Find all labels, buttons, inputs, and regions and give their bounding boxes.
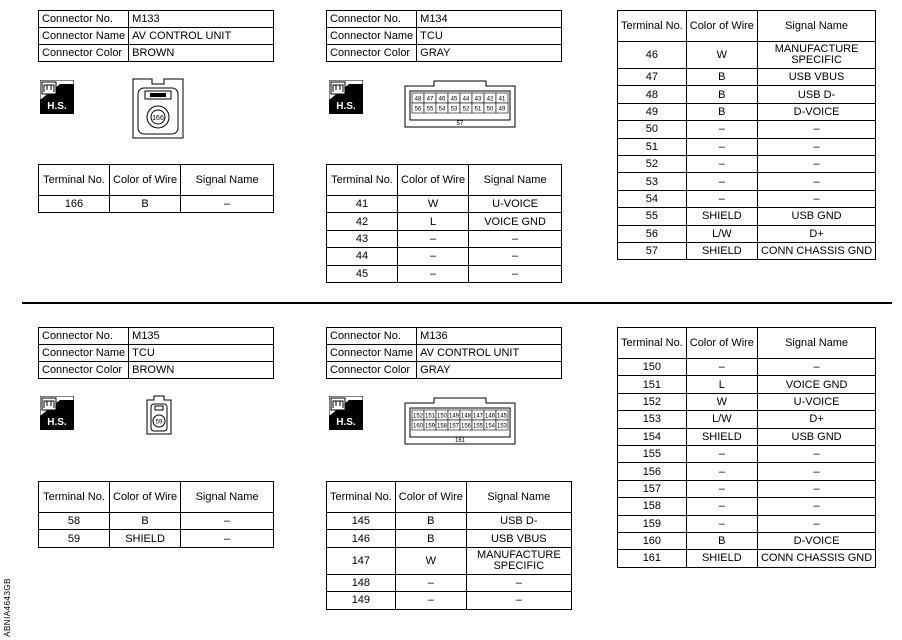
table-row xyxy=(327,513,572,530)
table-row xyxy=(327,248,562,265)
terminal-no-cell: 46 xyxy=(618,42,687,69)
wire-color-cell: W xyxy=(686,42,757,69)
wire-color-cell: SHIELD xyxy=(686,550,757,567)
signal-name-cell: USB GND xyxy=(757,208,875,225)
table-row xyxy=(618,393,876,410)
wire-color-cell: – xyxy=(686,138,757,155)
signal-name-cell: – xyxy=(757,498,875,515)
pin-label: 44 xyxy=(462,96,470,103)
signal-name-cell: D-VOICE xyxy=(757,532,875,549)
pin-label: 43 xyxy=(474,96,482,103)
pin-label: 48 xyxy=(414,96,422,103)
pin-label: 42 xyxy=(486,96,494,103)
signal-name-cell: – xyxy=(757,155,875,172)
signal-name-cell: U-VOICE xyxy=(469,196,562,213)
signal-name-cell: – xyxy=(757,138,875,155)
wire-color-cell: SHIELD xyxy=(686,208,757,225)
signal-name-cell: USB GND xyxy=(757,428,875,445)
terminal-no-cell: 53 xyxy=(618,173,687,190)
wire-color-cell: B xyxy=(686,86,757,103)
terminal-no-cell: 156 xyxy=(618,463,687,480)
pin-label: 52 xyxy=(462,106,470,113)
table-row xyxy=(327,230,562,247)
terminal-no-cell: 57 xyxy=(618,242,687,259)
signal-name-cell: – xyxy=(466,574,571,591)
terminal-no-cell: 160 xyxy=(618,532,687,549)
signal-name-cell: D-VOICE xyxy=(757,103,875,120)
table-row xyxy=(327,547,572,574)
harness-side-icon xyxy=(329,80,363,114)
pin-label: 151 xyxy=(424,413,436,420)
wire-color-cell: L/W xyxy=(686,411,757,428)
wire-color-cell: L xyxy=(398,213,469,230)
signal-name-cell: D+ xyxy=(757,411,875,428)
signal-name-cell: – xyxy=(181,530,274,547)
terminal-no-cell: 41 xyxy=(327,196,398,213)
signal-name-cell: USB VBUS xyxy=(757,69,875,86)
svg-text:H.S.: H.S. xyxy=(47,101,67,112)
connector-info-m134: Connector No. M134 Connector Name TCU Connector Color GRAY xyxy=(326,10,562,62)
pin-label: 146 xyxy=(484,413,496,420)
table-row xyxy=(39,513,274,530)
wire-color-cell: W xyxy=(398,196,469,213)
terminal-no-cell: 56 xyxy=(618,225,687,242)
terminal-no-cell: 52 xyxy=(618,155,687,172)
terminal-table-m136-cont: Terminal No. Color of Wire Signal Name 150 – – 151 L VOICE GND 152 W U-VOICE 153 L/W D+ 154 SHIELD USB GND 155 – – 156 – – 157 – – 158 – – 159 – – 160 B D-VOICE 161 SHIELD CONN CHASSIS GND xyxy=(617,327,876,568)
signal-name-cell: – xyxy=(757,190,875,207)
pin-label: 46 xyxy=(438,96,446,103)
wire-color-cell: – xyxy=(395,592,466,609)
wire-color-cell: L xyxy=(686,376,757,393)
terminal-no-cell: 155 xyxy=(618,445,687,462)
table-row xyxy=(618,515,876,532)
signal-name-cell: CONN CHASSIS GND xyxy=(757,242,875,259)
table-row xyxy=(618,376,876,393)
wire-color-cell: – xyxy=(686,173,757,190)
wire-color-cell: – xyxy=(686,445,757,462)
terminal-table-m133: Terminal No. Color of Wire Signal Name 166 B – xyxy=(38,164,274,213)
terminal-no-cell: 59 xyxy=(39,530,110,547)
table-row xyxy=(618,103,876,120)
table-row xyxy=(618,550,876,567)
table-row xyxy=(39,530,274,547)
pin-label: 150 xyxy=(436,413,448,420)
signal-name-cell: MANUFACTURE SPECIFIC xyxy=(757,42,875,69)
connector-diagram-m135 xyxy=(146,395,172,440)
terminal-no-cell: 51 xyxy=(618,138,687,155)
wire-color-cell: SHIELD xyxy=(686,428,757,445)
wire-color-cell: – xyxy=(686,359,757,376)
terminal-no-cell: 147 xyxy=(327,547,396,574)
terminal-no-cell: 55 xyxy=(618,208,687,225)
table-row xyxy=(618,69,876,86)
table-row xyxy=(327,592,572,609)
table-row xyxy=(618,225,876,242)
pin-label: 56 xyxy=(414,106,422,113)
pin-label: 50 xyxy=(486,106,494,113)
terminal-table-m134-cont: Terminal No. Color of Wire Signal Name 46 W MANUFACTURE SPECIFIC 47 B USB VBUS 48 B USB D- 49 B D-VOICE 50 – – 51 – – 52 – – 53 – – 54 – – 55 SHIELD USB GND 56 L/W D+ 57 SHIELD CONN CHASSIS GND xyxy=(617,10,876,260)
harness-side-icon xyxy=(329,396,363,430)
table-row xyxy=(327,530,572,547)
harness-side-icon xyxy=(40,396,74,430)
terminal-no-cell: 157 xyxy=(618,480,687,497)
signal-name-cell: – xyxy=(757,463,875,480)
terminal-no-cell: 49 xyxy=(618,103,687,120)
terminal-no-cell: 45 xyxy=(327,265,398,282)
pin-label: 51 xyxy=(474,106,482,113)
signal-name-cell: CONN CHASSIS GND xyxy=(757,550,875,567)
pin-label: 166 xyxy=(152,115,164,122)
wire-color-cell: – xyxy=(686,121,757,138)
wire-color-cell: B xyxy=(395,513,466,530)
table-row xyxy=(618,445,876,462)
wire-color-cell: B xyxy=(686,69,757,86)
wire-color-cell: L/W xyxy=(686,225,757,242)
signal-name-cell: USB VBUS xyxy=(466,530,571,547)
table-row xyxy=(618,532,876,549)
terminal-no-cell: 159 xyxy=(618,515,687,532)
terminal-no-cell: 158 xyxy=(618,498,687,515)
wire-color-cell: – xyxy=(686,498,757,515)
pin-label: 161 xyxy=(454,438,466,444)
signal-name-cell: MANUFACTURE SPECIFIC xyxy=(466,547,571,574)
table-row xyxy=(618,86,876,103)
pin-label: 160 xyxy=(412,423,424,430)
table-row xyxy=(327,213,562,230)
terminal-no-cell: 161 xyxy=(618,550,687,567)
wire-color-cell: – xyxy=(398,265,469,282)
svg-text:H.S.: H.S. xyxy=(336,417,356,428)
signal-name-cell: VOICE GND xyxy=(469,213,562,230)
signal-name-cell: USB D- xyxy=(466,513,571,530)
terminal-no-cell: 149 xyxy=(327,592,396,609)
connector-info-m136: Connector No. M136 Connector Name AV CONTROL UNIT Connector Color GRAY xyxy=(326,327,562,379)
terminal-no-cell: 47 xyxy=(618,69,687,86)
pin-label: 53 xyxy=(450,106,458,113)
wire-color-cell: – xyxy=(686,463,757,480)
table-row xyxy=(618,42,876,69)
wire-color-cell: B xyxy=(110,513,181,530)
svg-text:H.S.: H.S. xyxy=(336,101,356,112)
signal-name-cell: – xyxy=(469,230,562,247)
signal-name-cell: – xyxy=(757,515,875,532)
terminal-table-m134: Terminal No. Color of Wire Signal Name 41 W U-VOICE 42 L VOICE GND 43 – – 44 – – 45 – – xyxy=(326,164,562,283)
terminal-no-cell: 43 xyxy=(327,230,398,247)
signal-name-cell: VOICE GND xyxy=(757,376,875,393)
signal-name-cell: – xyxy=(469,248,562,265)
wire-color-cell: – xyxy=(686,480,757,497)
signal-name-cell: – xyxy=(757,359,875,376)
pin-label: 156 xyxy=(460,423,472,430)
terminal-no-cell: 150 xyxy=(618,359,687,376)
table-row xyxy=(618,155,876,172)
signal-name-cell: – xyxy=(757,121,875,138)
pin-label: 147 xyxy=(472,413,484,420)
pin-label: 153 xyxy=(496,423,508,430)
harness-side-icon xyxy=(40,80,74,114)
terminal-no-cell: 154 xyxy=(618,428,687,445)
signal-name-cell: D+ xyxy=(757,225,875,242)
wire-color-cell: B xyxy=(686,532,757,549)
table-row: 166 B – xyxy=(39,196,274,213)
table-row xyxy=(618,498,876,515)
pin-label: 41 xyxy=(498,96,506,103)
terminal-table-m136: Terminal No. Color of Wire Signal Name 145 B USB D- 146 B USB VBUS 147 W MANUFACTURE SPECIFIC 148 – – 149 – – xyxy=(326,481,572,610)
terminal-no-cell: 42 xyxy=(327,213,398,230)
pin-label: 154 xyxy=(484,423,496,430)
section-divider xyxy=(22,302,892,304)
pin-label: 55 xyxy=(426,106,434,113)
terminal-no-cell: 148 xyxy=(327,574,396,591)
signal-name-cell: U-VOICE xyxy=(757,393,875,410)
table-row xyxy=(618,173,876,190)
figure-code: ABNIA4643GB xyxy=(3,578,12,637)
terminal-no-cell: 153 xyxy=(618,411,687,428)
svg-text:H.S.: H.S. xyxy=(47,417,67,428)
pin-label: 45 xyxy=(450,96,458,103)
signal-name-cell: – xyxy=(466,592,571,609)
signal-name-cell: USB D- xyxy=(757,86,875,103)
table-row xyxy=(618,480,876,497)
connector-info-m135: Connector No. M135 Connector Name TCU Connector Color BROWN xyxy=(38,327,274,379)
table-row xyxy=(327,196,562,213)
pin-label: 148 xyxy=(460,413,472,420)
terminal-no-cell: 151 xyxy=(618,376,687,393)
signal-name-cell: – xyxy=(757,480,875,497)
wire-color-cell: – xyxy=(686,515,757,532)
wire-color-cell: – xyxy=(398,248,469,265)
signal-name-cell: – xyxy=(757,445,875,462)
wire-color-cell: W xyxy=(686,393,757,410)
connector-diagram-m133 xyxy=(132,78,184,145)
signal-name-cell: – xyxy=(757,173,875,190)
terminal-no-cell: 54 xyxy=(618,190,687,207)
wire-color-cell: – xyxy=(686,155,757,172)
terminal-no-cell: 48 xyxy=(618,86,687,103)
table-row xyxy=(618,190,876,207)
terminal-no-cell: 44 xyxy=(327,248,398,265)
wire-color-cell: SHIELD xyxy=(686,242,757,259)
pin-label: 158 xyxy=(436,423,448,430)
pin-label: 54 xyxy=(438,106,446,113)
wire-color-cell: B xyxy=(395,530,466,547)
table-row xyxy=(618,463,876,480)
table-row xyxy=(618,411,876,428)
table-row xyxy=(618,242,876,259)
terminal-no-cell: 50 xyxy=(618,121,687,138)
signal-name-cell: – xyxy=(469,265,562,282)
table-row xyxy=(618,208,876,225)
wire-color-cell: – xyxy=(398,230,469,247)
terminal-no-cell: 145 xyxy=(327,513,396,530)
connector-diagram-m136 xyxy=(404,397,516,450)
pin-label: 157 xyxy=(448,423,460,430)
pin-label: 159 xyxy=(424,423,436,430)
wire-color-cell: – xyxy=(395,574,466,591)
pin-label: 49 xyxy=(498,106,506,113)
wire-color-cell: W xyxy=(395,547,466,574)
table-row xyxy=(618,428,876,445)
wire-color-cell: B xyxy=(686,103,757,120)
table-row xyxy=(327,574,572,591)
wire-color-cell: SHIELD xyxy=(110,530,181,547)
connector-diagram-m134 xyxy=(404,80,516,133)
table-row xyxy=(327,265,562,282)
connector-info-m133: Connector No. M133 Connector Name AV CONTROL UNIT Connector Color BROWN xyxy=(38,10,274,62)
pin-label: 59 xyxy=(155,419,163,426)
pin-label: 149 xyxy=(448,413,460,420)
terminal-no-cell: 146 xyxy=(327,530,396,547)
pin-label: 47 xyxy=(426,96,434,103)
pin-label: 155 xyxy=(472,423,484,430)
wire-color-cell: – xyxy=(686,190,757,207)
pin-label: 152 xyxy=(412,413,424,420)
terminal-no-cell: 152 xyxy=(618,393,687,410)
terminal-no-cell: 58 xyxy=(39,513,110,530)
terminal-table-m135: Terminal No. Color of Wire Signal Name 58 B – 59 SHIELD – xyxy=(38,481,274,548)
pin-label: 57 xyxy=(456,121,464,127)
signal-name-cell: – xyxy=(181,513,274,530)
pin-label: 145 xyxy=(496,413,508,420)
table-row xyxy=(618,359,876,376)
table-row xyxy=(618,138,876,155)
table-row xyxy=(618,121,876,138)
